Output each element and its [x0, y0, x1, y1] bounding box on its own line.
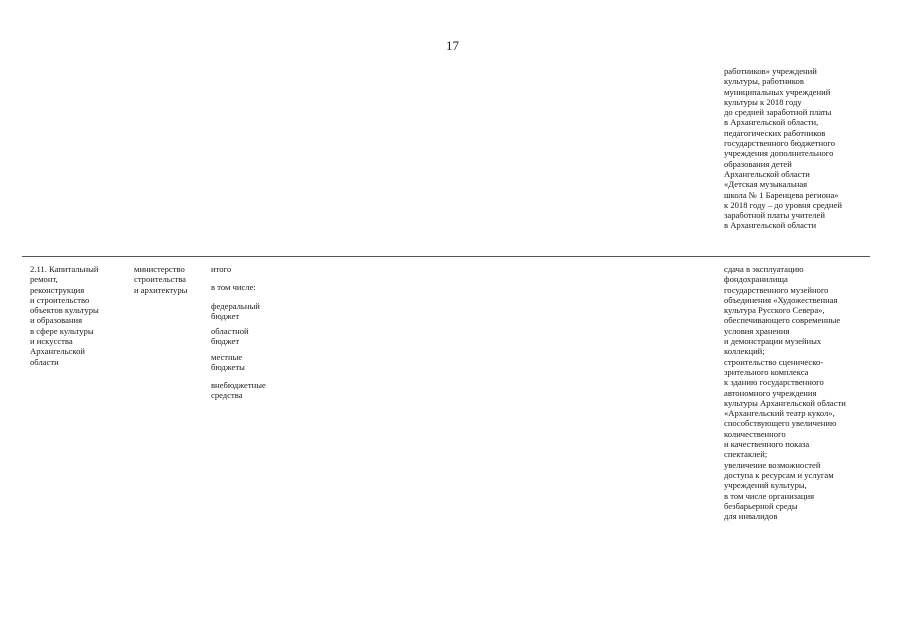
name-line: и строительство	[30, 294, 90, 305]
text-line: к 2018 году – до уровня средней	[724, 199, 842, 210]
executor	[134, 264, 187, 295]
result-line: объединения «Художественная	[724, 294, 838, 305]
expected-result	[724, 264, 846, 521]
result-line: культура Русского Севера»,	[724, 305, 825, 316]
result-line: культуры Архангельской области	[724, 397, 846, 408]
page-number: 17	[446, 38, 459, 53]
text-line: культуры к 2018 году	[724, 96, 802, 107]
name-line: ремонт,	[30, 274, 58, 285]
result-line: доступа к ресурсам и услугам	[724, 469, 834, 480]
result-line: и демонстрации музейных	[724, 336, 822, 347]
source-label-line: средства	[211, 390, 243, 401]
text-line: образования детей	[724, 158, 792, 169]
result-line: условия хранения	[724, 325, 790, 336]
result-line: количественного	[724, 428, 786, 439]
funding-source-label	[211, 282, 256, 292]
result-line: фондохранилища	[724, 274, 788, 285]
executor-line: министерство	[134, 264, 185, 274]
result-line: «Архангельский театр кукол»,	[724, 408, 835, 419]
text-line: заработной платы учителей	[724, 210, 825, 221]
funding-source-label	[211, 264, 231, 274]
executor-line: строительства	[134, 274, 186, 285]
result-line: учреждений культуры,	[724, 480, 807, 491]
source-label-line: итого	[211, 264, 232, 274]
source-label-line: федеральный	[211, 301, 260, 311]
source-label-line: бюджет	[211, 336, 240, 347]
text-line: школа № 1 Баренцева региона»	[724, 189, 839, 200]
source-label-line: бюджет	[211, 311, 240, 322]
text-line: в Архангельской области,	[724, 117, 819, 128]
result-line: и качественного показа	[724, 439, 810, 450]
result-line: спектаклей;	[724, 449, 768, 460]
text-line: до средней заработной платы	[724, 107, 832, 118]
result-line: коллекций;	[724, 346, 765, 357]
name-line: реконструкция	[30, 284, 85, 295]
result-line: сдача в эксплуатацию	[724, 264, 804, 274]
continued-result-text	[724, 66, 842, 231]
name-line: и искусства	[30, 336, 73, 347]
result-line: государственного музейного	[724, 284, 829, 295]
source-label-line: в том числе:	[211, 282, 256, 292]
funding-source-label	[211, 326, 249, 347]
result-line: увеличение возможностей	[724, 459, 821, 470]
result-line: способствующего увеличению	[724, 418, 837, 429]
source-label-line: областной	[211, 326, 249, 336]
funding-source-label	[211, 352, 245, 373]
text-line: государственного бюджетного	[724, 138, 836, 149]
source-label-line: местные	[211, 352, 243, 362]
text-line: муниципальных учреждений	[724, 86, 831, 97]
name-line: области	[30, 356, 59, 367]
measure-name	[30, 264, 99, 367]
result-line: к зданию государственного	[724, 377, 824, 388]
result-line: зрительного комплекса	[724, 366, 809, 377]
text-line: педагогических работников	[724, 127, 826, 138]
text-line: Архангельской области	[724, 168, 810, 179]
text-line: в Архангельской области	[724, 220, 817, 231]
text-line: «Детская музыкальная	[724, 179, 808, 190]
result-line: в том числе организация	[724, 490, 815, 501]
executor-line: и архитектуры	[134, 284, 188, 295]
result-line: безбарьерной среды	[724, 500, 798, 511]
result-line: строительство сценическо-	[724, 356, 824, 367]
source-label-line: бюджеты	[211, 362, 245, 373]
name-line: и образования	[30, 315, 83, 326]
text-line: учреждения дополнительного	[724, 148, 834, 159]
row-divider	[22, 256, 870, 257]
result-line: обеспечивающего современные	[724, 315, 841, 326]
text-line: работников» учреждений	[724, 66, 817, 76]
text-line: культуры, работников	[724, 76, 804, 87]
name-line: в сфере культуры	[30, 325, 94, 336]
name-line: объектов культуры	[30, 305, 99, 316]
funding-source-label	[211, 301, 260, 322]
name-line: 2.11. Капитальный	[30, 264, 99, 274]
funding-source-label	[211, 380, 266, 401]
source-label-line: внебюджетные	[211, 380, 266, 390]
result-line: автономного учреждения	[724, 387, 817, 398]
name-line: Архангельской	[30, 346, 85, 357]
result-line: для инвалидов	[724, 511, 778, 522]
